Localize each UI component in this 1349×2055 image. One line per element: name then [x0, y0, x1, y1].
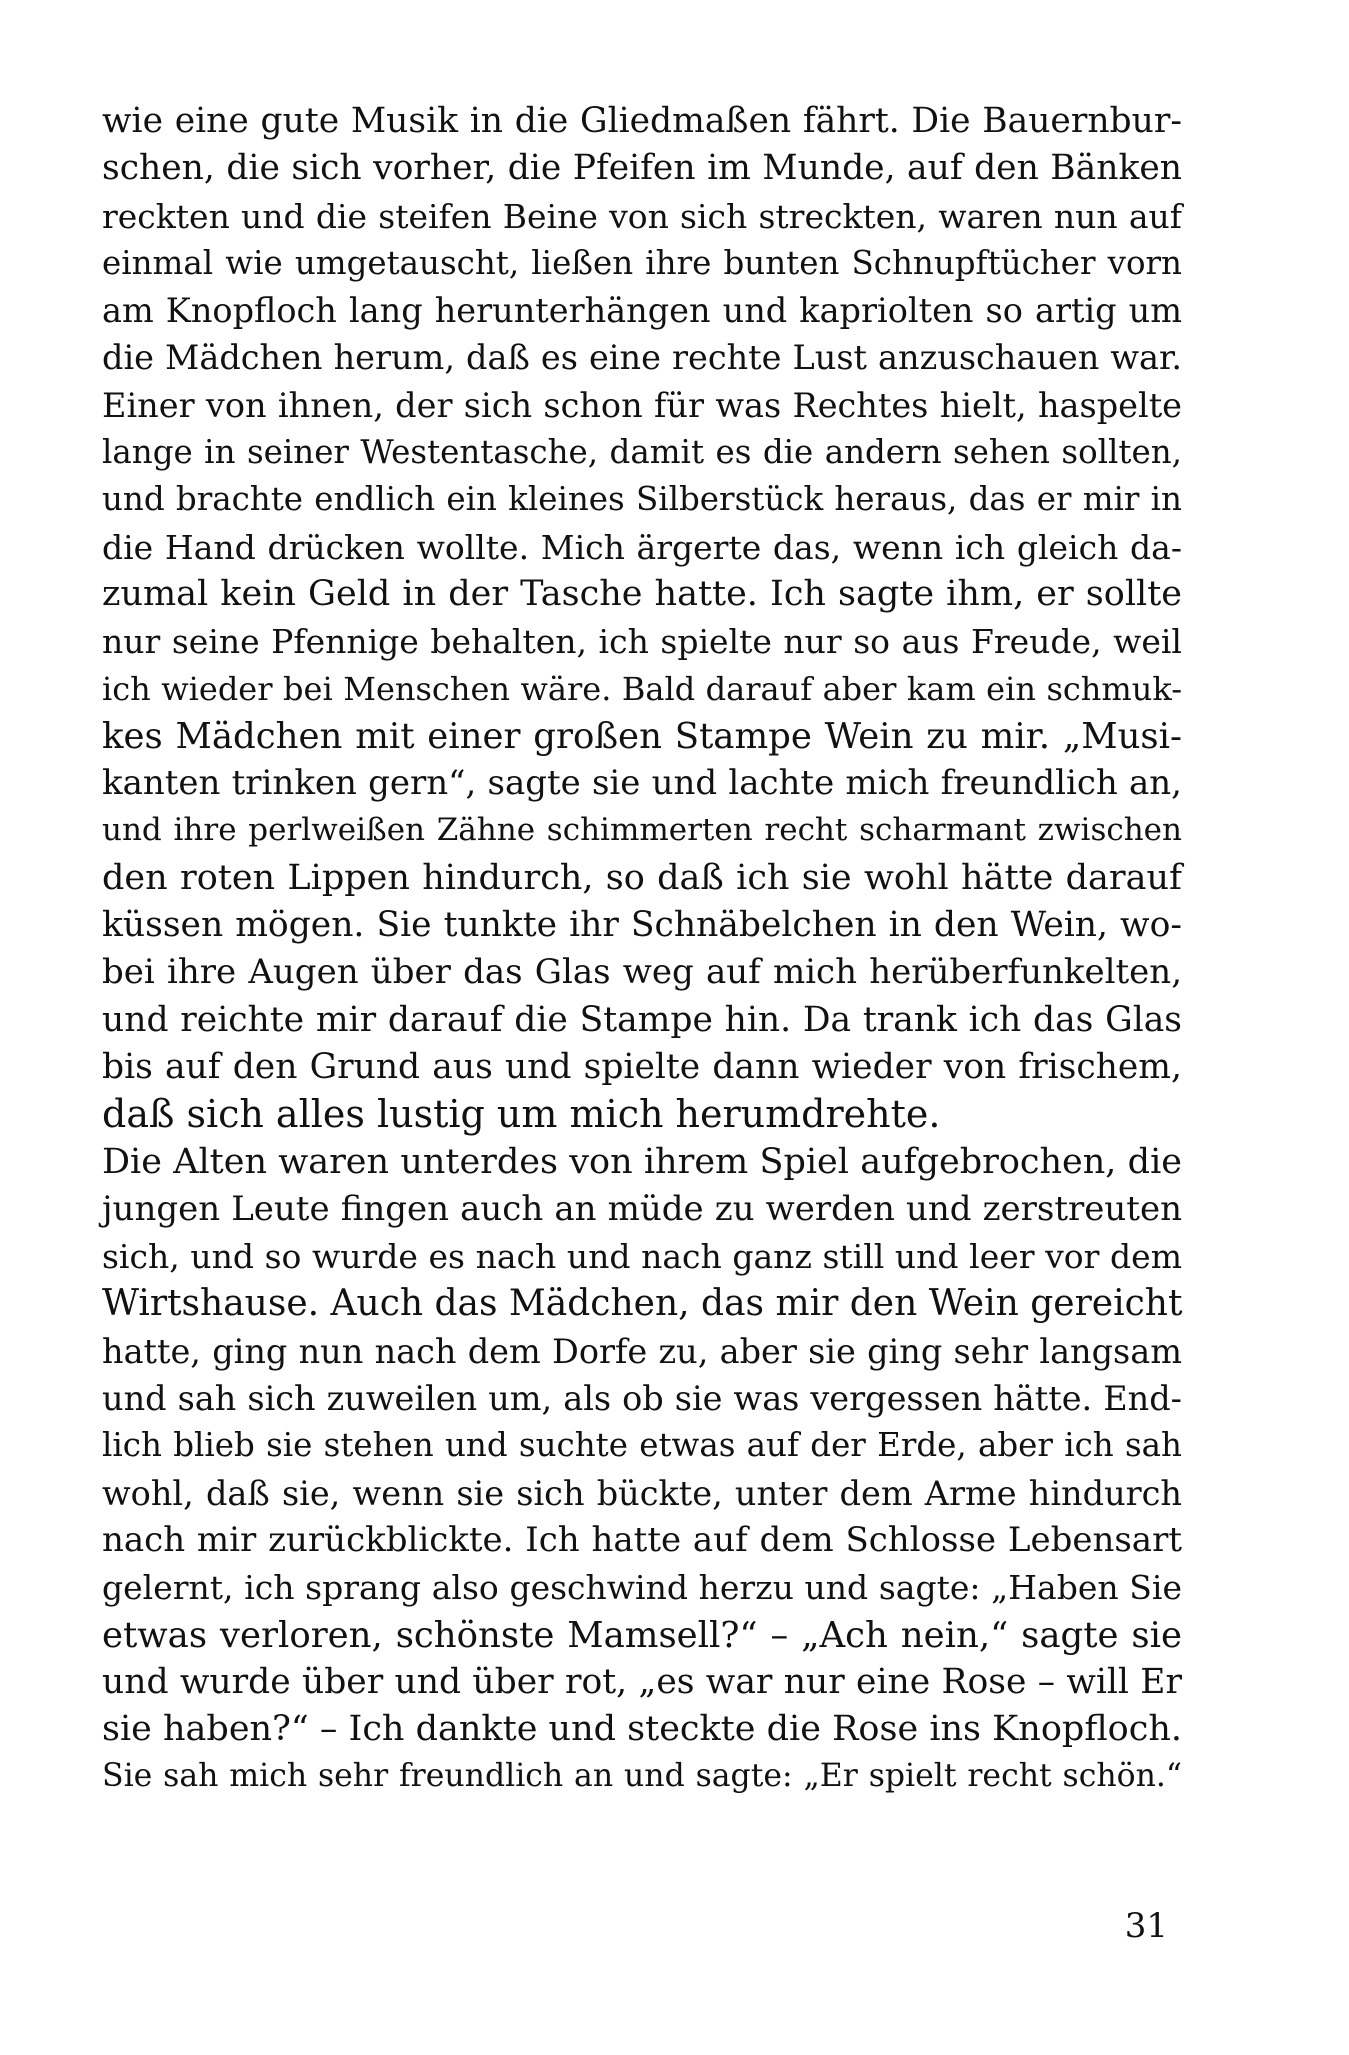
text-line: nach mir zurückblickte. Ich hatte auf dem Schlosse Lebensart [102, 1519, 1182, 1560]
text-line: Wirtshause. Auch das Mädchen, das mir den Wein gereicht [102, 1283, 1183, 1325]
text-line: nur seine Pfennige behalten, ich spielte nur so aus Freude, weil [102, 622, 1182, 662]
text-line: Die Alten waren unterdes von ihrem Spiel aufgebrochen, die [102, 1141, 1182, 1182]
text-line: die Hand drücken wollte. Mich ärgerte das, wenn ich gleich da- [102, 527, 1182, 567]
text-line: die Mädchen herum, daß es eine rechte Lust anzuschauen war. [102, 338, 1182, 378]
text-line: kes Mädchen mit einer großen Stampe Wein zu mir. „Musi- [102, 715, 1182, 757]
text-line: wohl, daß sie, wenn sie sich bückte, unter dem Arme hindurch [102, 1473, 1182, 1513]
text-line: sich, und so wurde es nach und nach ganz still und leer vor dem [102, 1237, 1182, 1277]
text-line: sie haben?“ – Ich dankte und steckte die Rose ins Knopfloch. [102, 1709, 1182, 1750]
text-line: Sie sah mich sehr freundlich an und sagte: „Er spielt recht schön.“ [102, 1758, 1182, 1795]
page-number: 31 [1124, 1906, 1168, 1946]
text-line: und ihre perlweißen Zähne schimmerten recht scharmant zwischen [102, 812, 1182, 849]
paragraph-end-line: daß sich alles lustig um mich herumdrehte. [102, 1092, 941, 1137]
text-line: hatte, ging nun nach dem Dorfe zu, aber sie ging sehr langsam [102, 1331, 1182, 1371]
text-line: und sah sich zuweilen um, als ob sie was vergessen hätte. End- [102, 1379, 1182, 1419]
text-line: Einer von ihnen, der sich schon für was Rechtes hielt, haspelte [102, 385, 1182, 425]
text-line: und brachte endlich ein kleines Silberstück heraus, das er mir in [102, 480, 1182, 519]
text-line: schen, die sich vorher, die Pfeifen im Munde, auf den Bänken [102, 148, 1182, 189]
text-line: jungen Leute fingen auch an müde zu werden und zerstreuten [102, 1188, 1182, 1229]
text-line: und reichte mir darauf die Stampe hin. Da trank ich das Glas [102, 999, 1182, 1040]
text-line: kanten trinken gern“, sagte sie und lachte mich freundlich an, [102, 763, 1182, 804]
text-line: und wurde über und über rot, „es war nur eine Rose – will Er [102, 1661, 1182, 1702]
text-line: etwas verloren, schönste Mamsell?“ – „Ach nein,“ sagte sie [102, 1614, 1182, 1656]
text-line: einmal wie umgetauscht, ließen ihre bunten Schnupftücher vorn [102, 243, 1182, 282]
text-line: reckten und die steifen Beine von sich streckten, waren nun auf [102, 196, 1182, 236]
text-line: den roten Lippen hindurch, so daß ich sie wohl hätte darauf [102, 857, 1182, 898]
text-line: bei ihre Augen über das Glas weg auf mich herüberfunkelten, [102, 952, 1182, 993]
text-line: wie eine gute Musik in die Gliedmaßen fährt. Die Bauernbur- [102, 101, 1182, 141]
text-line: zumal kein Geld in der Tasche hatte. Ich sagte ihm, er sollte [102, 573, 1182, 614]
text-line: bis auf den Grund aus und spielte dann wieder von frischem, [102, 1046, 1182, 1087]
text-line: am Knopfloch lang herunterhängen und kapriolten so artig um [102, 291, 1182, 331]
text-line: gelernt, ich sprang also geschwind herzu und sagte: „Haben Sie [102, 1568, 1182, 1608]
text-line: küssen mögen. Sie tunkte ihr Schnäbelchen in den Wein, wo- [102, 905, 1182, 946]
text-line: lange in seiner Westentasche, damit es die andern sehen sollten, [102, 433, 1182, 472]
body-text [102, 98, 1182, 1801]
text-line: lich blieb sie stehen und suchte etwas auf der Erde, aber ich sah [102, 1426, 1182, 1465]
text-line: ich wieder bei Menschen wäre. Bald darauf aber kam ein schmuk- [102, 669, 1182, 708]
